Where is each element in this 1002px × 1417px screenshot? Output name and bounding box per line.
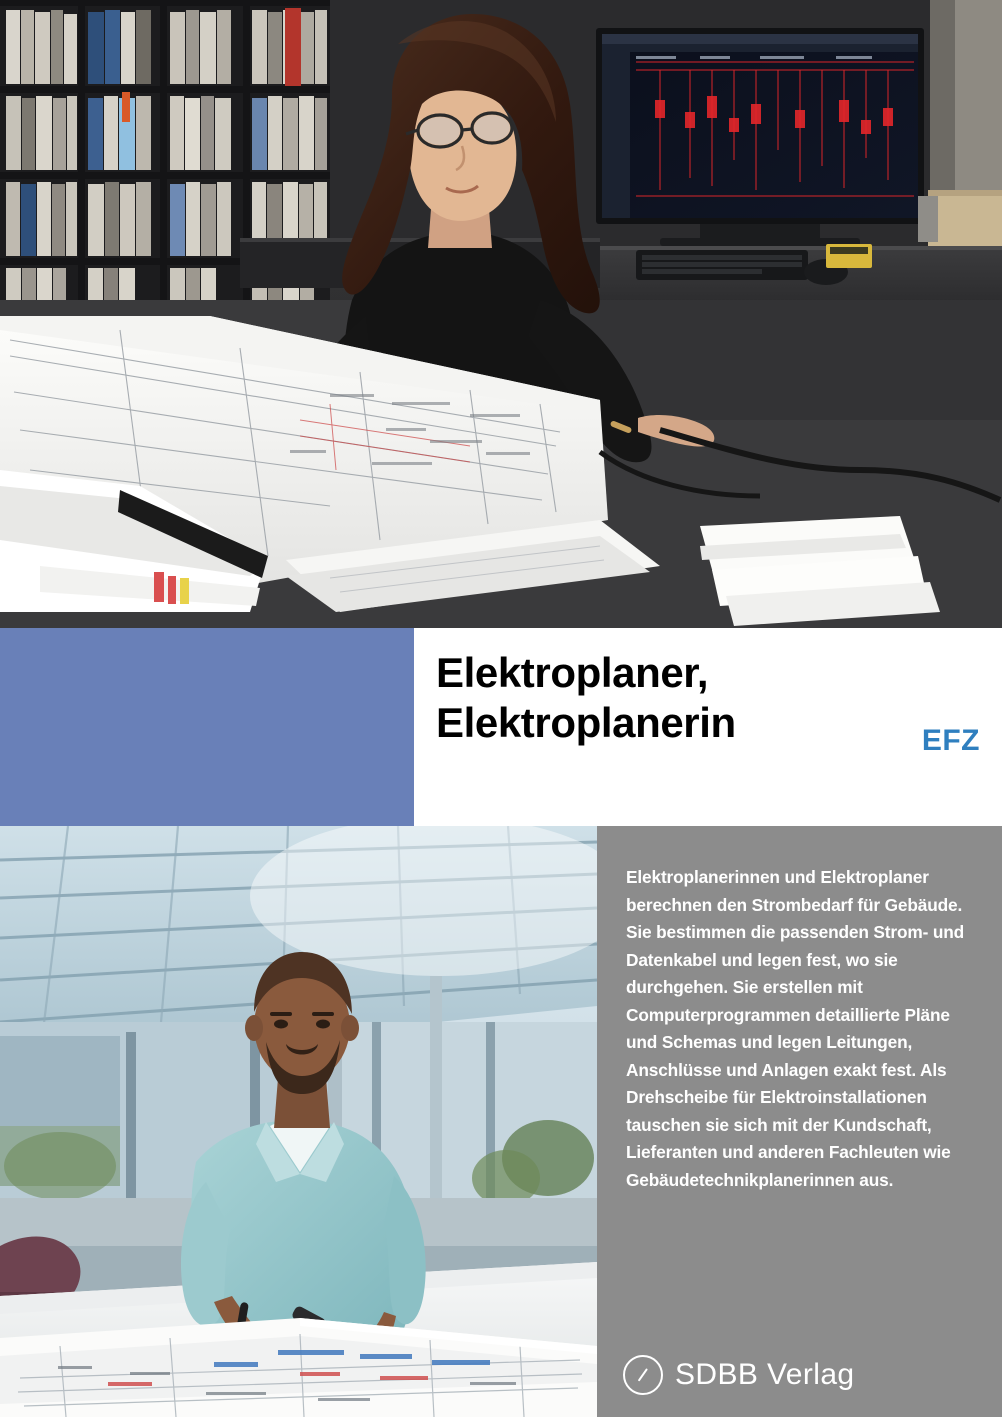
top-photo <box>0 0 1002 628</box>
bottom-photo <box>0 826 597 1417</box>
page-title <box>436 648 981 748</box>
title-line-1: Elektroplaner, <box>436 649 709 696</box>
circle-slash-icon <box>623 1355 663 1395</box>
publisher-logo <box>623 1355 855 1395</box>
description-text: Elektroplanerinnen und Elektroplaner berechnen den Strombedarf für Gebäude. Sie bestimmen die passenden Strom- und Datenkabel und legen fest, wo sie durchgehen. Sie erstellen mit Computerprogrammen detaillierte Pläne und Schemas und legen Leitungen, Anschlüsse und Anlagen exakt fest. Als Drehscheibe für Elektroinstallationen tauschen sie sich mit der Kundschaft, Lieferanten und anderen Fachleuten wie Gebäudetechnikplanerinnen aus. <box>626 867 969 1190</box>
publisher-name: SDBB Verlag <box>675 1358 855 1391</box>
title-band <box>0 628 1002 826</box>
title-line-2: Elektroplanerin <box>436 699 736 746</box>
qualification-badge: EFZ <box>921 724 980 757</box>
description-panel <box>597 826 1002 1417</box>
accent-color-block <box>0 628 414 826</box>
